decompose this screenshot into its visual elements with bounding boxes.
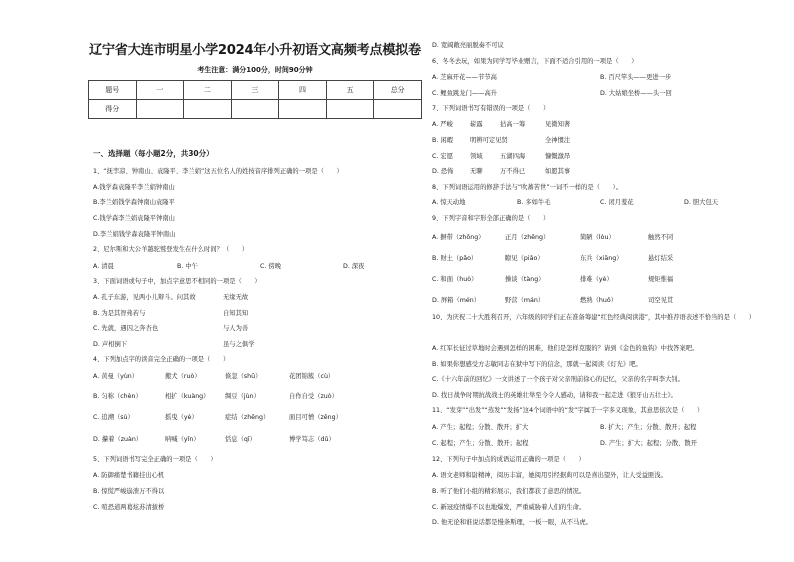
score-cell: 题号	[89, 81, 137, 100]
option-d-word2: 呐喊（yǐn）	[165, 436, 200, 443]
score-table-score-row	[89, 100, 422, 119]
option-b-word3: 全神惯注	[545, 137, 571, 144]
option-c: C. 和面（huò）	[432, 276, 478, 283]
option-c-word4: 慷慨激昂	[545, 153, 571, 160]
option-b: B. 中午	[177, 263, 198, 270]
option-b-word3: 东兵（xiāng）	[580, 255, 623, 262]
option-c: C. 起程；产生；分散、散开；起程	[432, 440, 529, 447]
option-b: B. 如果你想感受方志敏同志在狱中写下的信念，那就一起阅读《灯光》吧。	[432, 361, 642, 368]
score-cell: 总分	[374, 81, 422, 100]
option-c: C. 傍晚	[260, 263, 281, 270]
option-c-word4: 规矩惟福	[648, 276, 674, 283]
option-d-word2: 无聊	[470, 168, 483, 175]
section-heading: 一、选择题（每小题2分，共30分）	[93, 149, 214, 158]
option-d: D. 他无论和谁说话都是慢条斯理，一板一眼，从不马虎。	[432, 519, 592, 526]
score-input-cell[interactable]	[374, 100, 422, 119]
option-c-word4: 面目可憎（zēng）	[289, 414, 342, 421]
option-b: B. 百尺竿头——更进一步	[600, 74, 672, 81]
option-d: D. 恐怖	[432, 168, 454, 175]
option-c: C. 追溯（sù）	[93, 414, 134, 421]
option-d: D. 屏箱（mén）	[432, 297, 481, 304]
option-a-word3: 拈高一筹	[500, 121, 526, 128]
score-input-cell[interactable]	[231, 100, 279, 119]
option-a: A. 语文老师和尉精神，阅历丰富，她阅用引经据典可以是喜出望外，让人受益匪浅。	[432, 472, 667, 479]
option-a-word3: 简陋（lòu）	[580, 234, 615, 241]
question-text: 9、下列字音和字形全部正确的是（ ）	[432, 215, 550, 222]
option-b: B. 闲暇	[432, 137, 453, 144]
option-b: B.李兰娟钱学森钟南山袁隆平	[93, 199, 175, 206]
option-a-word2: 崭露	[470, 121, 483, 128]
option-a: A. 摒带（zhōng）	[432, 234, 485, 241]
option-d: D. 找日战争时期抗战战士的英雄壮举至今令人感动，请和我一起走进《狼牙山五壮士》。	[432, 392, 677, 399]
option-a: A. 黄曼（yùn）	[93, 373, 139, 380]
option-a: A. 芝麻开花——节节高	[432, 74, 497, 81]
option-c-word2: 领域	[470, 153, 483, 160]
option-d-compare: 虽与之俱学	[223, 341, 255, 348]
option-c: C. 鲤鱼跳龙门——高升	[432, 90, 498, 97]
score-cell: 五	[326, 81, 374, 100]
option-b-word2: 相扩（kuàng）	[165, 393, 210, 400]
option-a-word2: 搬犬（ruò）	[165, 373, 201, 380]
question-text: 10、为庆祝二十大胜利召开，六年级的同学们正在准备筹建“红色经典阅读港”，其中推荐语表述不恰当的是（ ）	[432, 314, 756, 321]
question-text: 4、下列加点字的读音完全正确的一项是（ ）	[93, 356, 230, 363]
score-input-cell[interactable]	[136, 100, 184, 119]
score-table-header-row	[89, 81, 422, 100]
option-d-word2: 野营（mán）	[505, 297, 545, 304]
option-d: D.李兰娟钱学森袁隆平钟南山	[93, 231, 176, 238]
score-cell: 一	[136, 81, 184, 100]
option-b-compare: 自知其知	[223, 310, 249, 317]
option-c-compare: 与人为善	[223, 325, 249, 332]
score-cell: 四	[279, 81, 327, 100]
option-d: D. 声相倒下	[93, 341, 128, 348]
option-c: C.《十六年前的回忆》一文讲述了一个孩子对父亲刑前徐心的记忆，父亲的名字叫李大钊。	[432, 376, 684, 383]
option-c-word2: 摇曳（yè）	[165, 414, 198, 421]
option-d-word4: 司空见贯	[648, 297, 674, 304]
score-cell: 三	[231, 81, 279, 100]
option-a: A. 红军长征过草地时会遇到怎样的困难，他们是怎样克服的？请到《金色的鱼钩》中找答案吧。	[432, 345, 699, 352]
score-cell: 二	[184, 81, 232, 100]
option-c-word3: 症结（zhēng）	[225, 414, 270, 421]
option-c: C. 闭月羞花	[600, 199, 634, 206]
question-text: 2、尼尔斯和大公羊越驼鹫登发生在什么时间？（ ）	[93, 246, 249, 253]
option-d-word3: 万不得已	[500, 168, 526, 175]
option-b-word2: 明辨可定见贤	[470, 137, 508, 144]
option-a-word2: 正月（zhēng）	[505, 234, 550, 241]
option-b: B. 多如牛毛	[517, 199, 551, 206]
option-a-word4: 见微知著	[545, 121, 571, 128]
question-text: 5、下列词语书写完全正确的一项是（ ）	[93, 456, 217, 463]
option-a: A. 清晨	[93, 263, 114, 270]
option-b-word4: 自作自受（zuò）	[289, 393, 338, 400]
page-title: 辽宁省大连市明星小学2024年小升初语文高频考点模拟卷	[89, 43, 421, 58]
option-b-word4: 悬灯结采	[648, 255, 674, 262]
option-d: D. 攥着（zuàn）	[93, 436, 143, 443]
score-table	[88, 80, 422, 119]
option-c: C. 宏愿	[432, 153, 453, 160]
option-a: A. 防御痛楚书籍挂出心机	[93, 472, 165, 479]
option-a-word3: 倏忽（shū）	[225, 373, 262, 380]
option-c-word3: 排难（yè）	[580, 276, 613, 283]
option-b-word3: 绸豆（jùn）	[225, 393, 260, 400]
score-cell: 得分	[89, 100, 137, 119]
score-input-cell[interactable]	[279, 100, 327, 119]
question-text: 6、冬冬去玩，如果为同学写毕业赠言，下面不适合引用的一项是（ ）	[432, 58, 638, 65]
option-a: A. 产生；起程；分散、散开；扩大	[432, 424, 529, 431]
option-b: B. 匀称（chèn）	[93, 393, 142, 400]
option-a: A.钱学森袁隆平李兰娟钟南山	[93, 184, 175, 191]
option-b: B. 扩大；产生；分散、散开；起程	[600, 424, 697, 431]
option-b: B. 听了他们小组的精彩展示，我们都获了意思的情况。	[432, 488, 586, 495]
option-b: B. 财土（pǎo）	[432, 255, 478, 262]
option-d-word4: 博学笃志（dǔ）	[289, 436, 335, 443]
question-text: 12、下列句子中加点的成语运用正确的一项是（ ）	[432, 456, 585, 463]
option-c: C. 喧恐道两葛炫苏清拔桥	[93, 504, 165, 511]
option-b-word2: 瞭见（piǎo）	[505, 255, 544, 262]
option-a-word4: 花团锦簇（cù）	[289, 373, 335, 380]
option-d-word3: 恬息（qī）	[225, 436, 256, 443]
option-c: C. 先就，遇囚之奔杏也	[93, 325, 159, 332]
option-d: D. 深夜	[343, 263, 365, 270]
question-text: 1、“抚孪凉、钟南山、袁隆平、李兰娟”这五位名人的姓按音序排列正确的一项是（ ）	[93, 168, 343, 175]
score-input-cell[interactable]	[326, 100, 374, 119]
option-c-word3: 五湖四海	[500, 153, 526, 160]
option-d: D. 胆大包天	[684, 199, 719, 206]
question-text: 11、“发芽”“出发”“蒸发”“发扬”这4个词语中的“发”字属于一字多义现象，其意思依次是（ ）	[432, 407, 704, 414]
option-a: A. 惊天动地	[432, 199, 466, 206]
option-c-word2: 操谈（tàng）	[505, 276, 545, 283]
question-text: 8、下列词语运用的修辞手法与“吹蕃苦世”一词不一样的是（ ）。	[432, 184, 622, 191]
option-d: D. 产生；扩大；起程；分散、散开	[600, 440, 698, 447]
question-text: 3、下面词语或句子中，加点字意思不相同的一项是（ ）	[93, 278, 261, 285]
option-d-word3: 燃熟（huǒ）	[580, 297, 618, 304]
score-input-cell[interactable]	[184, 100, 232, 119]
option-d-word4: 如愿其事	[545, 168, 571, 175]
option-a-word4: 触然不同	[648, 234, 674, 241]
option-a-compare: 无缘无故	[223, 294, 249, 301]
option-d: D. 大姑娘坐桥——头一回	[600, 90, 672, 97]
exam-notice: 考生注意：满分100分，时间90分钟	[197, 66, 313, 74]
option-a: A. 严峻	[432, 121, 453, 128]
option-a: A. 孔子东游，见两小儿辩斗。问其故	[93, 294, 196, 301]
option-c: C. 新冠疫情爆不以也地爆发，严重威胁着人们的生命。	[432, 504, 586, 511]
option-b: B. 惊慌严峻崩溃万不得以	[93, 488, 165, 495]
question-text: 7、下列词语书写有错误的一项是（ ）	[432, 105, 550, 112]
option-b: B. 为是其智弗若与	[93, 310, 146, 317]
option-c: C.钱学森李兰娟袁隆平钟南山	[93, 215, 175, 222]
question-continuation: D. 宽阔敞亮丽脱奏不可议	[432, 42, 504, 49]
